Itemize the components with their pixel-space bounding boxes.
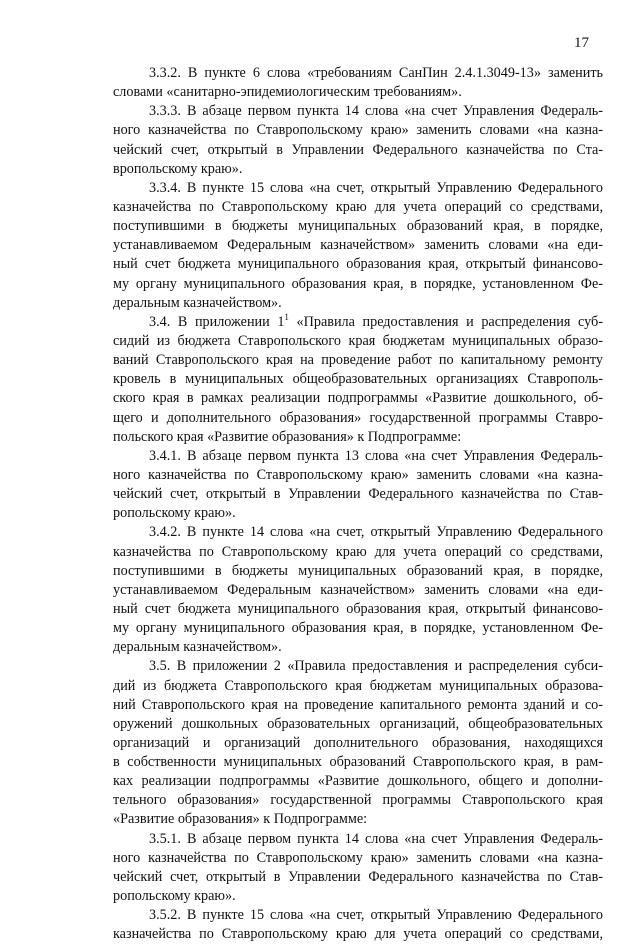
- text-line: [113, 523, 603, 542]
- line-text: чейский счет, открытый в Управлении Федерального казначейства по Ста-: [113, 141, 603, 158]
- line-text: ный счет бюджета муниципального образования края, открытый финансово-: [113, 600, 603, 617]
- line-text: польского края «Развитие образования» к Подпрограмме:: [113, 428, 462, 445]
- text-line: [113, 830, 603, 849]
- line-text: чейский счет, открытый в Управлении Федерального казначейства по Став-: [113, 486, 603, 503]
- paragraph-p-3-4-2: [113, 523, 603, 657]
- text-line: [113, 849, 603, 868]
- line-text: кровель в муниципальных общеобразовательных организациях Ставрополь-: [113, 371, 603, 388]
- text-line: [113, 562, 603, 581]
- text-line: [113, 906, 603, 925]
- line-text: в собственности муниципальных образований Ставропольского края, в рам-: [113, 754, 603, 771]
- line-text: ваний Ставропольского края на проведение работ по капитальному ремонту: [113, 352, 603, 369]
- line-text: ского края в рамках реализации подпрограммы «Развитие дошкольного, об-: [113, 390, 603, 407]
- text-line: [113, 925, 603, 944]
- text-line: [113, 868, 603, 887]
- line-text: 3.4. В приложении 1: [149, 313, 285, 330]
- line-text: казначейства по Ставропольскому краю для учета операций со средствами,: [113, 926, 603, 943]
- paragraph-p-3-4: [113, 313, 603, 447]
- text-line: [113, 217, 603, 236]
- line-text: ный счет бюджета муниципального образования края, открытый финансово-: [113, 256, 603, 273]
- paragraph-p-3-3-3: [113, 102, 603, 179]
- line-text: казначейства по Ставропольскому краю для учета операций со средствами,: [113, 543, 603, 560]
- text-line: [113, 294, 603, 313]
- line-text: устанавливаемом Федеральным казначейством» заменить словами «на еди-: [113, 237, 603, 254]
- text-line: [113, 102, 603, 121]
- line-text: деральным казначейством».: [113, 294, 282, 311]
- paragraph-p-3-3-4: [113, 179, 603, 313]
- line-text: ний Ставропольского края на проведение капитального ремонта зданий и со-: [113, 696, 603, 713]
- line-text: ропольскому краю».: [113, 505, 236, 522]
- text-line: [113, 370, 603, 389]
- paragraph-p-3-5: [113, 657, 603, 829]
- line-text: поступившими в бюджеты муниципальных образований края, в порядке,: [113, 562, 603, 579]
- line-text-tail: «Правила предоставления и распределения суб-: [288, 313, 603, 330]
- line-text: 3.5.1. В абзаце первом пункта 14 слова «на счет Управления Федераль-: [149, 830, 603, 847]
- text-line: [113, 657, 603, 676]
- text-line: [113, 428, 603, 447]
- line-text: ного казначейства по Ставропольскому краю» заменить словами «на казна-: [113, 122, 603, 139]
- text-line: [113, 313, 603, 332]
- line-text: ного казначейства по Ставропольскому краю» заменить словами «на казна-: [113, 466, 603, 483]
- text-line: [113, 332, 603, 351]
- line-text: му органу муниципального образования края, в порядке, установленном Фе-: [113, 620, 603, 637]
- text-line: [113, 772, 603, 791]
- text-line: [113, 121, 603, 140]
- text-line: [113, 677, 603, 696]
- text-line: [113, 581, 603, 600]
- paragraph-p-3-5-2: [113, 906, 603, 944]
- text-line: [113, 236, 603, 255]
- line-text: 3.3.3. В абзаце первом пункта 14 слова «на счет Управления Федераль-: [149, 103, 603, 120]
- line-text: сидий из бюджета Ставропольского края бюджетам муниципальных образо-: [113, 332, 603, 349]
- text-line: [113, 638, 603, 657]
- line-text: оружений дошкольных образовательных организаций, общеобразовательных: [113, 715, 603, 732]
- line-text: тельного образования» государственной программы Ставропольского края: [113, 792, 603, 809]
- text-line: [113, 389, 603, 408]
- line-text: 3.3.4. В пункте 15 слова «на счет, открытый Управлению Федерального: [149, 179, 603, 196]
- text-line: [113, 734, 603, 753]
- line-text: вропольскому краю».: [113, 160, 243, 177]
- text-line: [113, 198, 603, 217]
- text-line: [113, 619, 603, 638]
- line-text: дий из бюджета Ставропольского края бюджетам муниципальных образова-: [113, 677, 603, 694]
- text-line: [113, 64, 603, 83]
- text-line: [113, 543, 603, 562]
- line-text: ропольскому краю».: [113, 888, 236, 905]
- text-line: [113, 141, 603, 160]
- line-text: ках реализации подпрограммы «Развитие дошкольного, общего и дополни-: [113, 773, 603, 790]
- line-text: деральным казначейством».: [113, 639, 282, 656]
- line-text: 3.4.2. В пункте 14 слова «на счет, открытый Управлению Федерального: [149, 524, 603, 541]
- line-text: 3.5. В приложении 2 «Правила предоставления и распределения субси-: [149, 658, 603, 675]
- text-line: [113, 715, 603, 734]
- text-line: [113, 504, 603, 523]
- paragraph-p-3-3-2: [113, 64, 603, 102]
- text-line: [113, 275, 603, 294]
- text-line: [113, 696, 603, 715]
- superscript: 1: [284, 311, 289, 322]
- text-line: [113, 753, 603, 772]
- text-line: [113, 160, 603, 179]
- line-text: организаций и организаций дополнительного образования, находящихся: [113, 734, 603, 751]
- line-text: щего и дополнительного образования» государственной программы Ставро-: [113, 409, 603, 426]
- text-line: [113, 351, 603, 370]
- line-text: му органу муниципального образования края, в порядке, установленном Фе-: [113, 275, 603, 292]
- line-text: 3.3.2. В пункте 6 слова «требованиям СанПин 2.4.1.3049-13» заменить: [149, 65, 603, 81]
- line-text: 3.4.1. В абзаце первом пункта 13 слова «на счет Управления Федераль-: [149, 447, 603, 464]
- line-text: ного казначейства по Ставропольскому краю» заменить словами «на казна-: [113, 849, 603, 866]
- line-text: казначейства по Ставропольскому краю для учета операций со средствами,: [113, 198, 603, 215]
- paragraph-p-3-4-1: [113, 447, 603, 524]
- text-line: [113, 485, 603, 504]
- text-line: [113, 83, 603, 102]
- line-text: поступившими в бюджеты муниципальных образований края, в порядке,: [113, 218, 603, 235]
- paragraph-p-3-5-1: [113, 830, 603, 907]
- document-body: [113, 64, 603, 944]
- text-line: [113, 179, 603, 198]
- text-line: [113, 447, 603, 466]
- line-text: чейский счет, открытый в Управлении Федерального казначейства по Став-: [113, 868, 603, 885]
- line-text: устанавливаемом Федеральным казначейством» заменить словами «на еди-: [113, 581, 603, 598]
- text-line: [113, 600, 603, 619]
- text-line: [113, 791, 603, 810]
- text-line: [113, 409, 603, 428]
- line-text: «Развитие образования» к Подпрограмме:: [113, 811, 368, 828]
- page-number: 17: [574, 35, 589, 51]
- line-text: 3.5.2. В пункте 15 слова «на счет, открытый Управлению Федерального: [149, 907, 603, 924]
- line-text: словами «санитарно-эпидемиологическим требованиям».: [113, 84, 462, 101]
- text-line: [113, 466, 603, 485]
- text-line: [113, 810, 603, 829]
- text-line: [113, 887, 603, 906]
- text-line: [113, 255, 603, 274]
